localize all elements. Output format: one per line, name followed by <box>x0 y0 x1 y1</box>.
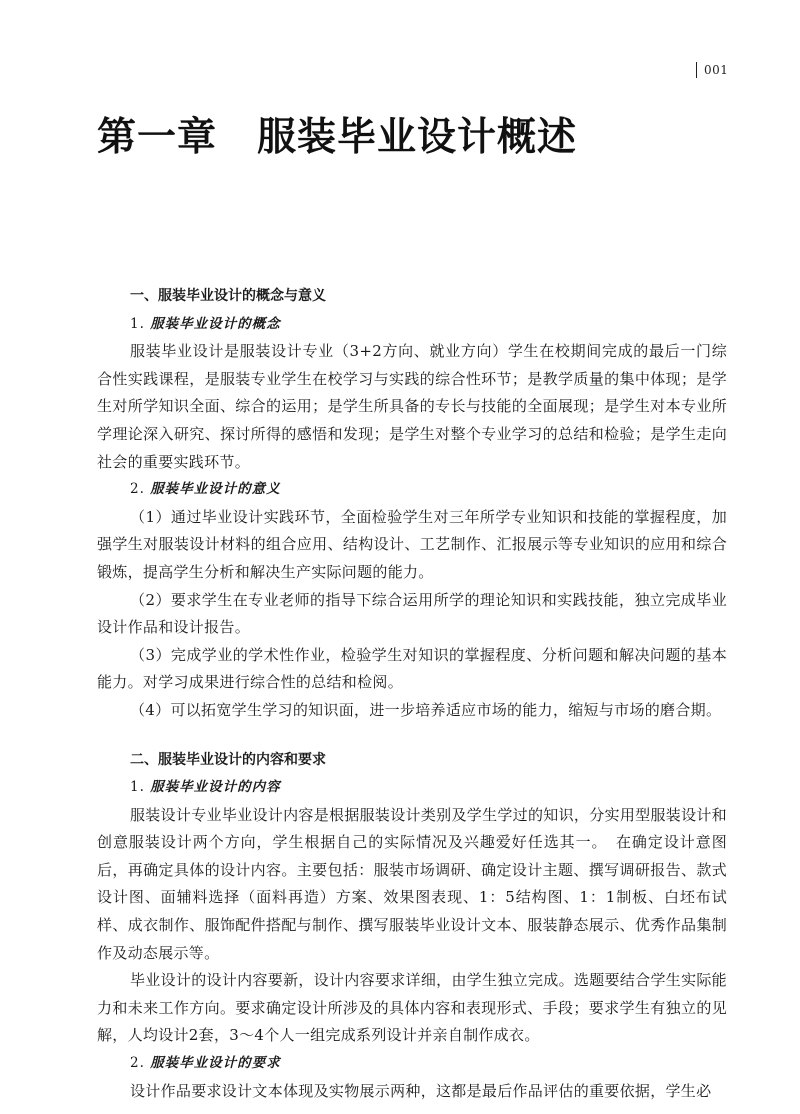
section-1-sub-2-heading <box>97 476 727 504</box>
subheading-number: 1. <box>130 315 145 332</box>
paragraph: （1）通过毕业设计实践环节，全面检验学生对三年所学专业知识和技能的掌握程度，加强学生对服装设计材料的组合应用、结构设计、工艺制作、汇报展示等专业知识的应用和综合锻炼，提高学生分析和解决生产实际问题的能力。 <box>97 507 727 581</box>
subheading-title: 服装毕业设计的意义 <box>150 481 281 498</box>
paragraph: 毕业设计的设计内容要新，设计内容要求详细，由学生独立完成。选题要结合学生实际能力和未来工作方向。要求确定设计所涉及的具体内容和表现形式、手段；要求学生有独立的见解，人均设计2套，3～4个人一组完成系列设计并亲自制作成衣。 <box>97 971 727 1045</box>
paragraph: 服装设计专业毕业设计内容是根据服装设计类别及学生学过的知识，分实用型服装设计和创意服装设计两个方向，学生根据自己的实际情况及兴趣爱好任选其一。 在确定设计意图后，再确定具体的设计内容。主要包括：服装市场调研、确定设计主题、撰写调研报告、款式设计图、面辅料选择（面料再造）方案、效果图表现、1：5结构图、1：1制板、白坯布试样、成衣制作、服饰配件搭配与制作、撰写服装毕业设计文本、服装静态展示、优秀作品集制作及动态展示等。 <box>97 805 727 962</box>
section-2-heading: 二、服装毕业设计的内容和要求 <box>130 751 326 768</box>
paragraph: （3）完成学业的学术性作业，检验学生对知识的掌握程度、分析问题和解决问题的基本能力。对学习成果进行综合性的总结和检阅。 <box>97 645 727 692</box>
section-2-sub-1-heading <box>97 774 727 802</box>
paragraph: 服装毕业设计是服装设计专业（3+2方向、就业方向）学生在校期间完成的最后一门综合性实践课程，是服装专业学生在校学习与实践的综合性环节；是教学质量的集中体现；是学生对所学知识全面、综合的运用；是学生所具备的专长与技能的全面展现；是学生对本专业所学理论深入研究、探讨所得的感悟和发现；是学生对整个专业学习的总结和检验；是学生走向社会的重要实践环节。 <box>97 342 727 471</box>
paragraph: （2）要求学生在专业老师的指导下综合运用所学的理论知识和实践技能，独立完成毕业设计作品和设计报告。 <box>97 590 727 637</box>
chapter-name: 服装毕业设计概述 <box>257 115 578 160</box>
subheading-number: 1. <box>130 779 145 796</box>
subheading-title: 服装毕业设计的内容 <box>150 779 281 796</box>
paragraph: 设计作品要求设计文本体现及实物展示两种，这都是最后作品评估的重要依据，学生必 <box>130 1081 712 1100</box>
section-2-sub-2-heading <box>97 1050 727 1078</box>
body-text <box>97 283 727 1105</box>
paragraph: （4）可以拓宽学生学习的知识面，进一步培养适应市场的能力，缩短与市场的磨合期。 <box>130 700 722 719</box>
subheading-title: 服装毕业设计的概念 <box>150 315 281 332</box>
page-number: 001 <box>696 62 728 78</box>
section-1-sub-1-heading <box>97 311 727 339</box>
subheading-number: 2. <box>130 481 145 498</box>
chapter-number: 第一章 <box>97 115 218 160</box>
section-1-heading: 一、服装毕业设计的概念与意义 <box>130 288 326 304</box>
chapter-title <box>97 106 577 162</box>
subheading-number: 2. <box>130 1055 145 1072</box>
subheading-title: 服装毕业设计的要求 <box>150 1055 281 1072</box>
